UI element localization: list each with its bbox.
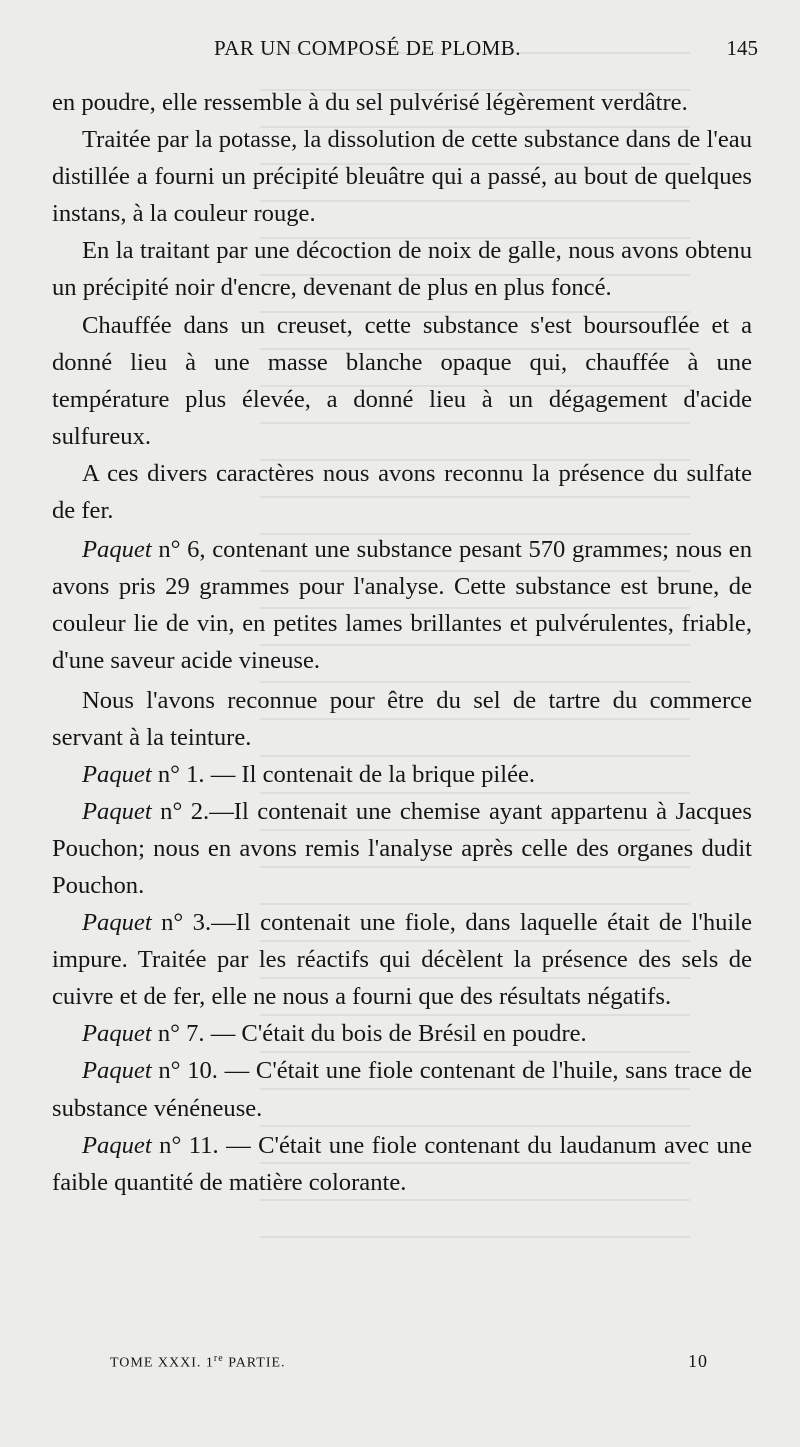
paragraph bbox=[52, 84, 752, 121]
signature-rest: PARTIE. bbox=[223, 1355, 286, 1371]
page-body bbox=[52, 84, 752, 1201]
paragraph bbox=[52, 1127, 752, 1201]
paragraph-text: n° 2.—Il contenait une chemise ayant appartenu à Jacques Pouchon; nous en avons remis l'analyse après celle des organes dudit Pouchon. bbox=[52, 797, 752, 899]
paragraph-text: n° 7. — C'était du bois de Brésil en poudre. bbox=[151, 1020, 587, 1048]
paragraph bbox=[52, 1015, 752, 1052]
paragraph-text: En la traitant par une décoction de noix de galle, nous avons obtenu un précipité noir d'encre, devenant de plus en plus foncé. bbox=[52, 237, 752, 302]
paragraph bbox=[52, 121, 752, 232]
page-header bbox=[52, 36, 758, 76]
running-title: PAR UN COMPOSÉ DE PLOMB. bbox=[214, 36, 522, 60]
paragraph-text: Traitée par la potasse, la dissolution de cette substance dans de l'eau distillée a fourni un précipité bleuâtre qui a passé, au bout de quelques instans, à la couleur rouge. bbox=[52, 126, 752, 228]
paragraph bbox=[52, 307, 752, 455]
paquet-label: Paquet bbox=[82, 1057, 152, 1085]
signature-superscript: re bbox=[213, 1353, 224, 1364]
paquet-label: Paquet bbox=[82, 797, 152, 825]
paquet-label: Paquet bbox=[82, 1131, 152, 1159]
paragraph-text: n° 1. — Il contenait de la brique pilée. bbox=[151, 760, 536, 788]
paquet-label: Paquet bbox=[82, 909, 152, 937]
paragraph bbox=[52, 793, 752, 904]
paragraph bbox=[52, 232, 752, 306]
paragraph-text: n° 11. — C'était une fiole contenant du laudanum avec une faible quantité de matière colorante. bbox=[52, 1131, 752, 1196]
paragraph-text: Chauffée dans un creuset, cette substance s'est boursouflée et a donné lieu à une masse blanche opaque qui, chauffée à une température plus élevée, a donné lieu à un dégagement d'acide sulfureux. bbox=[52, 311, 752, 450]
paragraph bbox=[52, 904, 752, 1015]
paragraph-text: n° 3.—Il contenait une fiole, dans laquelle était de l'huile impure. Traitée par les réactifs qui décèlent la présence des sels de cuivre et de fer, elle ne nous a fourni que des résultats négatifs. bbox=[52, 909, 752, 1011]
paragraph bbox=[52, 682, 752, 756]
signature-main: TOME XXXI. 1 bbox=[110, 1355, 214, 1371]
page-number: 145 bbox=[726, 36, 758, 60]
paragraph-text: n° 10. — C'était une fiole contenant de l'huile, sans trace de substance vénéneuse. bbox=[52, 1057, 752, 1122]
paragraph-text: Nous l'avons reconnue pour être du sel de tartre du commerce servant à la teinture. bbox=[52, 686, 752, 751]
paquet-label: Paquet bbox=[82, 536, 152, 564]
paragraph bbox=[52, 1052, 752, 1126]
signature-mark: 10 bbox=[688, 1351, 708, 1371]
paragraph bbox=[52, 531, 752, 679]
paquet-label: Paquet bbox=[82, 1020, 152, 1048]
paragraph-text: n° 6, contenant une substance pesant 570 grammes; nous en avons pris 29 grammes pour l'analyse. Cette substance est brune, de couleur lie de vin, en petites lames brillantes et pulvérulentes, friable, d'une saveur acide vineuse. bbox=[52, 536, 752, 675]
paragraph bbox=[52, 455, 752, 529]
paragraph bbox=[52, 756, 752, 793]
paquet-label: Paquet bbox=[82, 760, 152, 788]
paragraph-text: A ces divers caractères nous avons reconnu la présence du sulfate de fer. bbox=[52, 459, 752, 525]
page-footer bbox=[110, 1351, 708, 1381]
printer-signature bbox=[110, 1353, 286, 1372]
paragraph-text: en poudre, elle ressemble à du sel pulvérisé légèrement verdâtre. bbox=[52, 89, 688, 116]
